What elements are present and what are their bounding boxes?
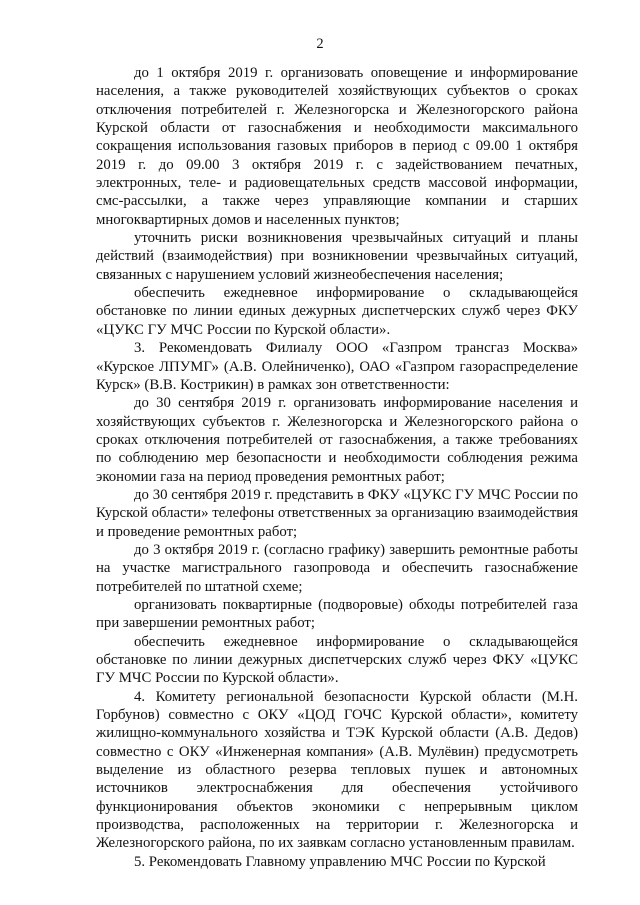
paragraph-item-4: 4. Комитету региональной безопасности Курской области (М.Н. Горбунов) совместно с ОКУ «ЦОД ГОЧС Курской области», комитету жилищно-коммунального хозяйства и ТЭК Курской области (А.В. Дедов) совместно с ОКУ «Инженерная компания» (А.В. Мулёвин) предусмотреть выделение из областного резерва тепловых пушек и автономных источников электроснабжения для обеспечения устойчивого функционирования объектов экономики с непрерывным циклом производства, расположенных на территории г. Железногорска и Железногорского района, по их заявкам согласно установленным правилам. [96,688,578,852]
paragraph-clarify-risks: уточнить риски возникновения чрезвычайных ситуаций и планы действий (взаимодействия) при возникновении чрезвычайных ситуаций, связанных с нарушением условий жизнеобеспечения населения; [96,230,578,283]
paragraph-phones-responsible: до 30 сентября 2019 г. представить в ФКУ «ЦУКС ГУ МЧС России по Курской области» телефоны ответственных за организацию взаимодействия и проведение ремонтных работ; [96,486,578,540]
paragraph-daily-informing: обеспечить ежедневное информирование о складывающейся обстановке по линии единых дежурных диспетчерских служб через ФКУ «ЦУКС ГУ МЧС России по Курской области». [96,285,578,338]
paragraph-repair-completion: до 3 октября 2019 г. (согласно графику) завершить ремонтные работы на участке магистрального газопровода и обеспечить газоснабжение потребителей по штатной схеме; [96,541,578,595]
paragraph-door-to-door: организовать поквартирные (подворовые) обходы потребителей газа при завершении ремонтных работ; [96,596,578,632]
page-number: 2 [316,36,324,52]
document-body [96,64,578,871]
paragraph-item-5: 5. Рекомендовать Главному управлению МЧС России по Курской [134,853,546,870]
paragraph-notify-population: до 1 октября 2019 г. организовать оповещение и информирование населения, а также руководителей хозяйствующих субъектов о сроках отключения потребителей г. Железногорска и Железногорского района Курской области от газоснабжения и необходимости максимального сокращения использования газовых приборов в период с 09.00 1 октября 2019 г. до 09.00 3 октября 2019 г. с задействованием печатных, электронных, теле- и радиовещательных средств массовой информации, смс-рассылки, а также через управляющие компании и старших многоквартирных домов и населенных пунктов; [96,65,578,228]
paragraph-informing-by-sept-30: до 30 сентября 2019 г. организовать информирование населения и хозяйствующих субъектов г. Железногорска и Железногорского района о сроках отключения потребителей от газоснабжения, а также требованиях по соблюдению мер безопасности и необходимости соблюдения режима экономии газа на период проведения ремонтных работ; [96,395,578,485]
paragraph-item-3: 3. Рекомендовать Филиалу ООО «Газпром трансгаз Москва» «Курское ЛПУМГ» (А.В. Олейниченко), ОАО «Газпром газораспределение Курск» (В.В. Кострикин) в рамках зон ответственности: [96,340,578,393]
paragraph-daily-informing-2: обеспечить ежедневное информирование о складывающейся обстановке по линии дежурных диспетчерских служб через ФКУ «ЦУКС ГУ МЧС России по Курской области». [96,633,578,687]
